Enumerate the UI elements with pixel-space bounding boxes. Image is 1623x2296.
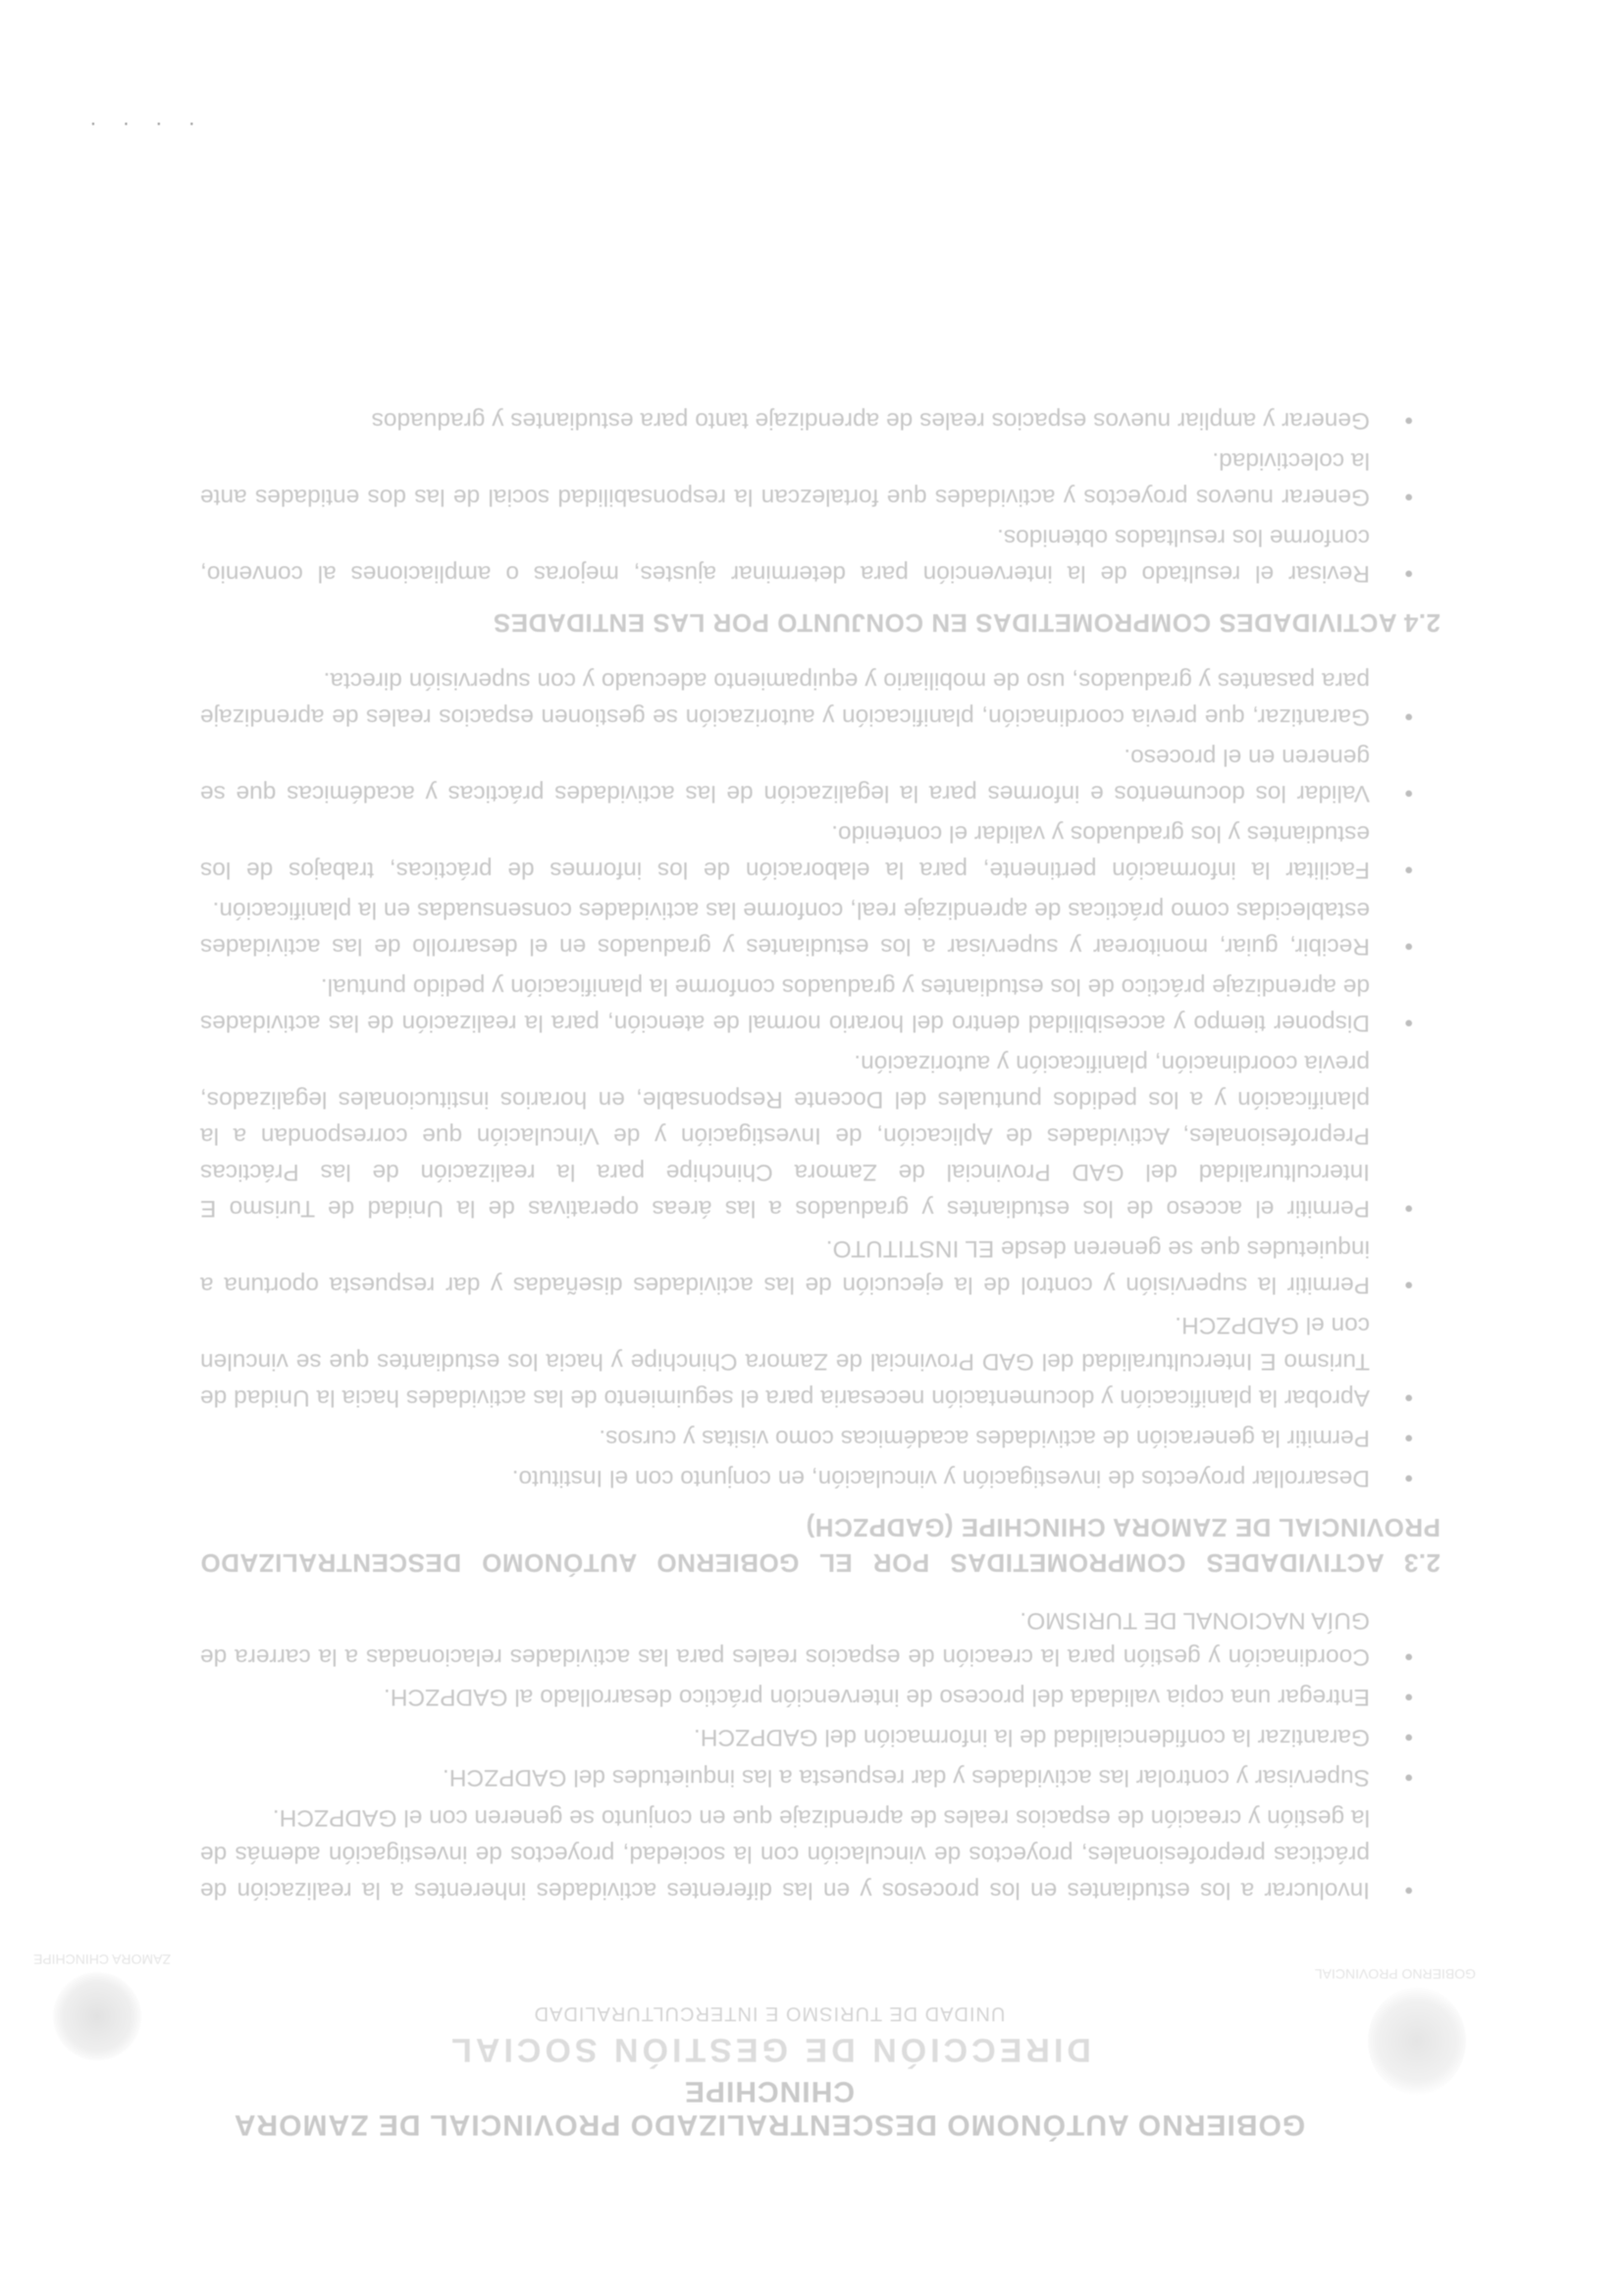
list-item: • Permitir el acceso de los estudiantes y graduados a las áreas operativas de la Unidad de Turismo E Interculturalidad del GAD Provincial de Zamora Chinchipe para la realización de las Prácticas Preprofesionales, Actividades de Aplicación, de Investigación y de Vinculación que correspondan a la planificación y a los pedidos puntuales del Docente Responsable, en horarios institucionales legalizados, previa coordinación, planificación y autorización. <box>200 1045 1413 1226</box>
margin-marks: · · · · <box>79 113 195 137</box>
letterhead-institution: GOBIERNO AUTÓNOMO DESCENTRALIZADO PROVINCIAL DE ZAMORA CHINCHIPE <box>233 2075 1306 2141</box>
list-item: • Garantizar la confidencialidad de la información del GADPZCH. <box>200 1719 1413 1755</box>
list-item: • Desarrollar proyectos de investigación y vinculación, en conjunto con el Instituto. <box>200 1460 1413 1496</box>
list-item: • Revisar el resultado de la intervención para determinar ajustes, mejoras o ampliaciones al convenio, conforme los resultados obtenidos. <box>200 519 1413 592</box>
letterhead-direction: DIRECCIÓN DE GESTIÓN SOCIAL <box>447 2031 1091 2068</box>
list-item: • Facilitar la información pertinente, para la elaboración de los informes de prácticas, trabajos de los estudiantes y los graduados y validar el contenido. <box>200 815 1413 888</box>
list-item: • Generar y ampliar nuevos espacios reales de aprendizaje tanto para estudiantes y graduados <box>200 402 1413 439</box>
seal-logo-left <box>1368 1987 1466 2095</box>
section-heading-gadpzch: 2.3 ACTIVIDADES COMPROMETIDAS POR EL GOBIERNO AUTÓNOMO DESCENTRALIZADO PROVINCIAL DE ZAMORA CHINCHIPE (GADPZCH) <box>200 1513 1440 1578</box>
section-heading-joint: 2.4 ACTIVIDADES COMPROMETIDAS EN CONJUNTO POR LAS ENTIDADES <box>493 608 1440 638</box>
list-item: • Coordinación y gestión para la creación de espacios reales para las actividades relacionadas a la carrera de GUÍA NACIONAL DE TURISMO. <box>200 1602 1413 1675</box>
list-item: • Permitir la supervisión y control de la ejecución de las actividades diseñadas y dar respuesta oportuna a inquietudes que se generen desde EL INSTITUTO. <box>200 1230 1413 1303</box>
list-item: • Supervisar y controlar las actividades y dar respuesta a las inquietudes del GADPZCH. <box>200 1759 1413 1796</box>
letterhead-unit: UNIDAD DE TURISMO E INTERCULTURALIDAD <box>533 2003 1006 2024</box>
list-item: • Aprobar la planificación y documentación necesaria para el seguimiento de las actividades hacia la Unidad de Turismo E Interculturalidad del GAD Provincial de Zamora Chinchipe y hacia los estudiantes que se vinculen con el GADPZCH. <box>200 1307 1413 1416</box>
document-body <box>200 398 1440 1908</box>
list-item: • Permitir la generación de actividades académicas como visitas y cursos. <box>200 1420 1413 1456</box>
list-item: • Disponer tiempo y accesibilidad dentro del horario normal de atención, para la realización de las actividades de aprendizaje práctico de los estudiantes y graduados conforme la planificación y pedido puntual. <box>200 968 1413 1041</box>
list-item: • Garantizar, que previa coordinación, planificación y autorización se gestionen espacios reales de aprendizaje para pasantes y graduados, uso de mobiliario y equipamiento adecuado y con supervisión directa. <box>200 662 1413 735</box>
list-item: • Involucrar a los estudiantes en los procesos y en las diferentes actividades inherentes a la realización de prácticas preprofesionales, proyectos de vinculación con la sociedad, proyectos de investigación además de la gestión y creación de espacios reales de aprendizaje que en conjunto se generen con el GADPZCH. <box>200 1800 1413 1908</box>
seal-left-text: GOBIERNO PROVINCIAL <box>1314 1966 1476 1982</box>
seal-logo-right <box>53 1972 141 2061</box>
seal-right-text: ZAMORA CHINCHIPE <box>32 1952 171 1967</box>
list-item: • Entregar una copia validada del proceso de intervención práctico desarrollado al GADPZCH. <box>200 1679 1413 1715</box>
list-item: • Recibir, guiar, monitorear y supervisar a los estudiantes y graduados en el desarrollo de las actividades establecidas como prácticas de aprendizaje real, conforme las actividades consensuadas en la planificación. <box>200 892 1413 965</box>
letterhead <box>181 2002 1358 2141</box>
list-item: • Generar nuevos proyectos y actividades que fortalezcan la responsabilidad social de las dos entidades ante la colectividad. <box>200 443 1413 515</box>
list-item: • Validar los documentos e informes para la legalización de las actividades prácticas y académicas que se generen en el proceso. <box>200 739 1413 811</box>
